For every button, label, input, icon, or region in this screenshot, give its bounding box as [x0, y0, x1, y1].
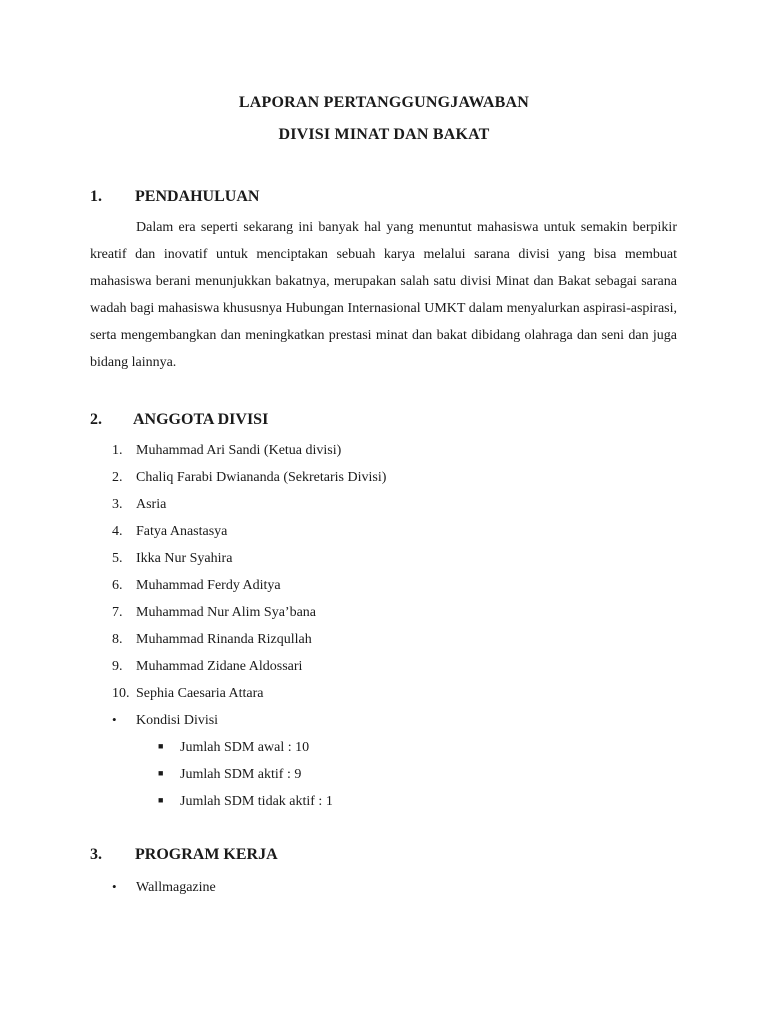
section-number: 2. — [90, 411, 102, 428]
list-item — [112, 464, 386, 491]
square-bullet-icon: ■ — [158, 741, 164, 751]
intro-paragraph: Dalam era seperti sekarang ini banyak hal yang menuntut mahasiswa untuk semakin berpikir kreatif dan inovatif untuk menciptakan sebuah karya melalui sarana divisi yang bisa membuat mahasiswa berani menunjukkan bakatnya, merupakan salah satu divisi Minat dan Bakat sebagai sarana wadah bagi mahasiswa khususnya Hubungan Internasional UMKT dalam menyalurkan aspirasi-aspirasi, serta mengembangkan dan meningkatkan prestasi minat dan bakat dibidang olahraga dan seni dan juga bidang lainnya. — [90, 220, 677, 370]
section-title: PROGRAM KERJA — [135, 846, 278, 863]
condition-label: Kondisi Divisi — [136, 713, 219, 728]
program-name: Wallmagazine — [136, 880, 216, 895]
list-number: 1. — [112, 443, 123, 458]
member-name: Muhammad Nur Alim Sya’bana — [136, 605, 317, 620]
list-number: 2. — [112, 470, 123, 485]
condition-text: Jumlah SDM awal : 10 — [180, 740, 310, 755]
document-subtitle: DIVISI MINAT DAN BAKAT — [278, 126, 490, 143]
section-number: 3. — [90, 846, 102, 863]
list-item — [112, 599, 386, 626]
member-name: Chaliq Farabi Dwiananda (Sekretaris Divisi) — [136, 470, 387, 485]
section-heading-anggota-divisi — [90, 411, 268, 429]
list-item — [112, 680, 386, 707]
square-bullet-icon: ■ — [158, 795, 164, 805]
list-item — [112, 437, 386, 464]
list-number: 3. — [112, 497, 123, 512]
list-number: 4. — [112, 524, 123, 539]
condition-text: Jumlah SDM tidak aktif : 1 — [180, 794, 333, 809]
program-bullet — [112, 873, 216, 900]
section-heading-program-kerja — [90, 846, 278, 864]
section-heading-pendahuluan — [90, 188, 259, 206]
list-number: 5. — [112, 551, 123, 566]
member-name: Muhammad Ari Sandi (Ketua divisi) — [136, 443, 342, 458]
member-name: Ikka Nur Syahira — [136, 551, 233, 566]
member-name: Muhammad Ferdy Aditya — [136, 578, 281, 593]
member-name: Asria — [136, 497, 167, 512]
member-list — [112, 437, 386, 707]
list-item — [112, 572, 386, 599]
section-number: 1. — [90, 188, 102, 205]
member-name: Muhammad Zidane Aldossari — [136, 659, 303, 674]
member-name: Fatya Anastasya — [136, 524, 228, 539]
section-title: PENDAHULUAN — [135, 188, 260, 205]
list-item — [112, 626, 386, 653]
list-number: 8. — [112, 632, 123, 647]
list-item — [112, 545, 386, 572]
section-title: ANGGOTA DIVISI — [133, 411, 269, 428]
list-number: 6. — [112, 578, 123, 593]
list-item — [112, 653, 386, 680]
condition-sub-item — [158, 733, 309, 760]
bullet-icon: • — [112, 712, 117, 727]
list-item — [112, 491, 386, 518]
list-number: 7. — [112, 605, 123, 620]
condition-sub-item — [158, 787, 333, 814]
condition-text: Jumlah SDM aktif : 9 — [180, 767, 302, 782]
square-bullet-icon: ■ — [158, 768, 164, 778]
list-item — [112, 518, 386, 545]
member-name: Sephia Caesaria Attara — [136, 686, 264, 701]
document-title: LAPORAN PERTANGGUNGJAWABAN — [238, 94, 530, 111]
bullet-icon: • — [112, 879, 117, 894]
member-name: Muhammad Rinanda Rizqullah — [136, 632, 312, 647]
list-number: 10. — [112, 686, 130, 701]
list-number: 9. — [112, 659, 123, 674]
condition-sub-item — [158, 760, 301, 787]
condition-bullet — [112, 706, 218, 733]
